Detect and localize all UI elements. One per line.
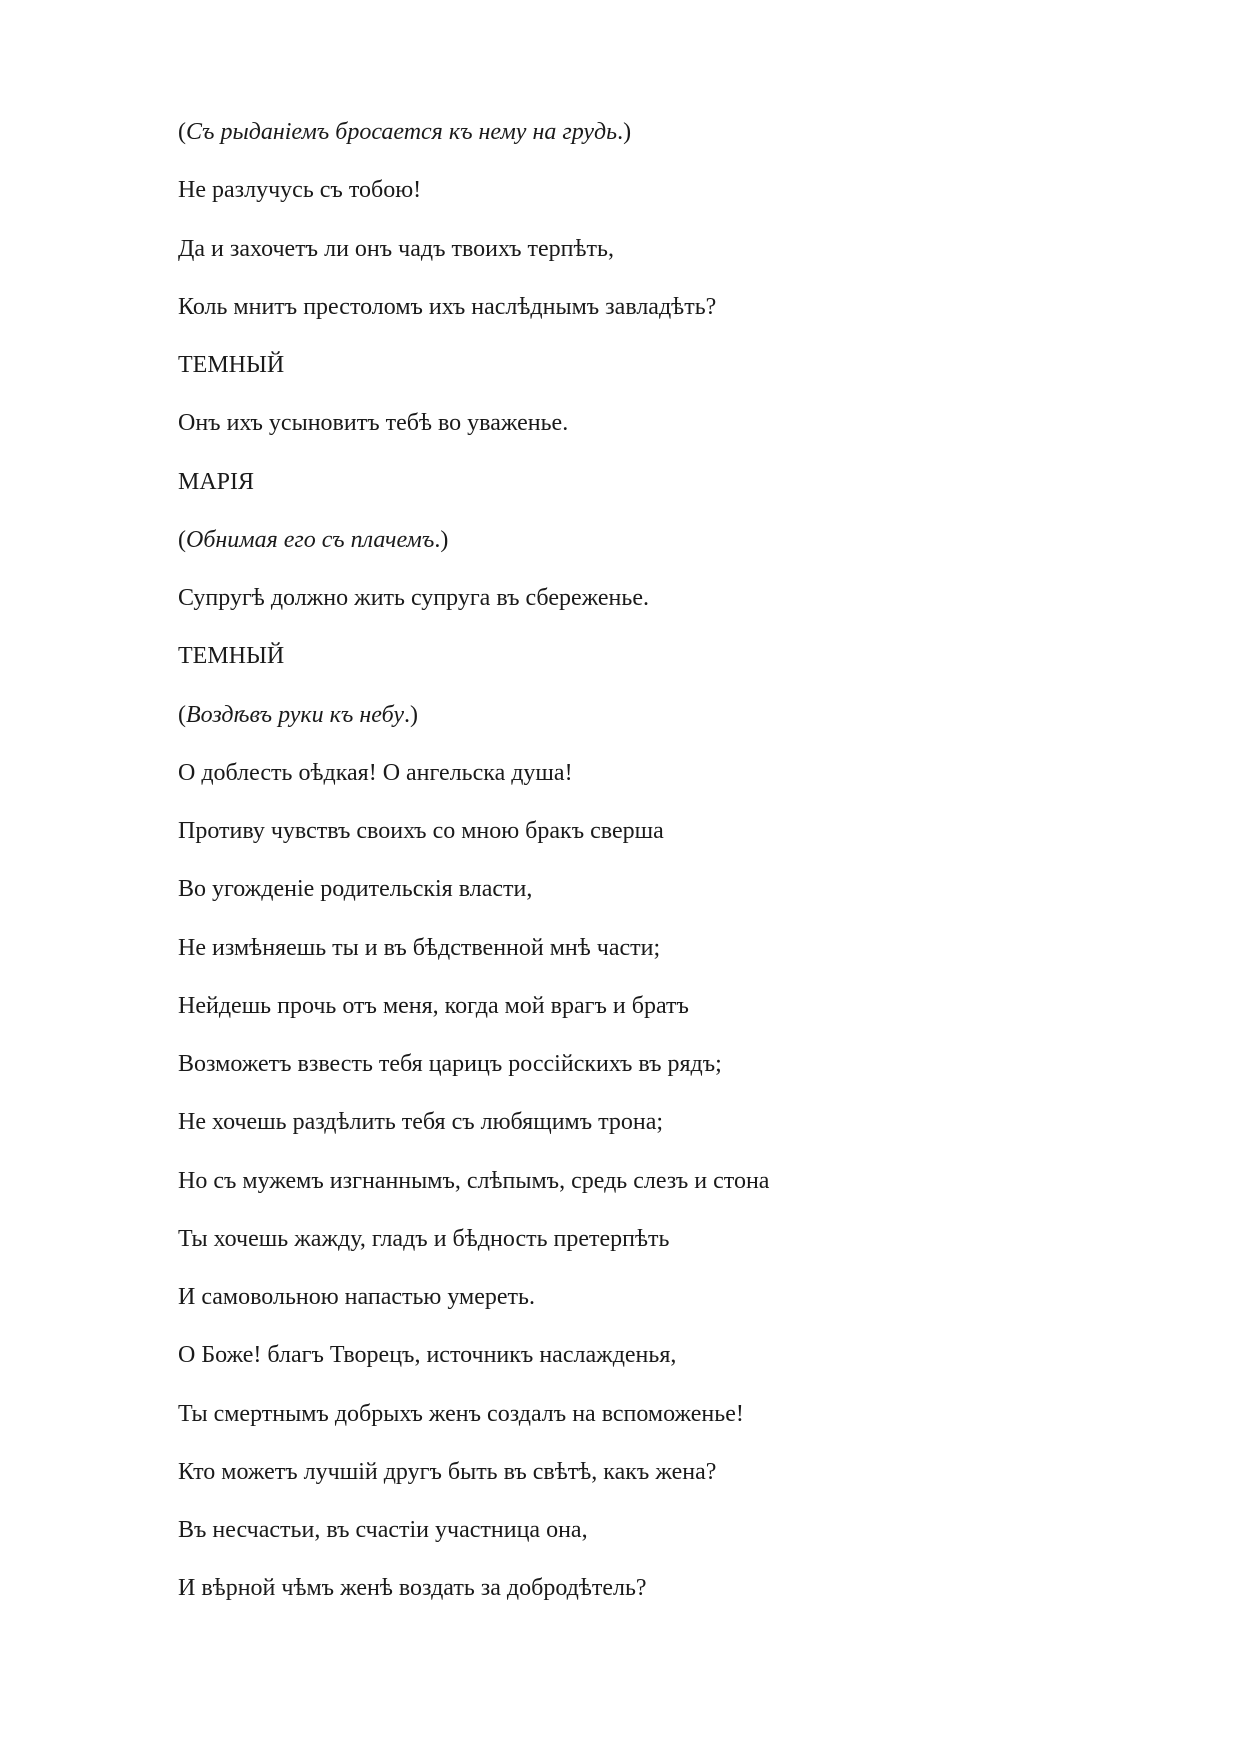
verse-line: Въ несчастьи, въ счастіи участница она, [178,1517,588,1543]
verse-line: Нейдешь прочь отъ меня, когда мой врагъ и братъ [178,992,689,1019]
verse-line: Ты смертнымъ добрыхъ женъ создалъ на вспоможенье! [178,1400,744,1427]
stage-direction-close: .) [434,526,449,553]
stage-direction-open: ( [178,701,186,728]
verse-line: О Боже! благъ Творецъ, источникъ наслажденья, [178,1342,677,1369]
verse-line: Ты хочешь жажду, гладъ и бѣдность претерпѣть [178,1225,670,1252]
verse-line: Противу чувствъ своихъ со мною бракъ сверша [178,818,664,844]
stage-direction-text: Воздѣвъ руки къ небу [186,701,404,728]
speaker-name: МАРІЯ [178,468,255,495]
stage-direction-text: Съ рыданіемъ бросается къ нему на грудь [186,119,618,145]
speaker-name: ТЕМНЫЙ [178,643,285,670]
verse-line: Супругѣ должно жить супруга въ сбереженье. [178,585,649,611]
verse-line: Кто можетъ лучшій другъ быть въ свѣтѣ, какъ жена? [178,1458,717,1485]
verse-line: Онъ ихъ усыновитъ тебѣ во уваженье. [178,410,569,437]
stage-direction-open: ( [178,526,186,553]
verse-line: Коль мнитъ престоломъ ихъ наслѣднымъ завладѣть? [178,293,717,320]
speaker-name: ТЕМНЫЙ [178,352,285,378]
stage-direction-close: .) [617,119,632,145]
verse-line: Но съ мужемъ изгнаннымъ, слѣпымъ, средь слезъ и стона [178,1167,770,1194]
stage-direction-close: .) [404,701,418,728]
verse-line: Да и захочетъ ли онъ чадъ твоихъ терпѣть, [178,235,614,262]
stage-direction-text: Обнимая его съ плачемъ [186,526,435,553]
verse-line: Возможетъ взвесть тебя царицъ россійскихъ въ рядъ; [178,1051,722,1077]
verse-line: Не разлучусь съ тобою! [178,177,422,204]
verse-line: И самовольною напастью умереть. [178,1284,535,1310]
text-body [178,117,769,1632]
verse-line: Во угожденіе родительскія власти, [178,876,533,903]
verse-line: Не измѣняешь ты и въ бѣдственной мнѣ части; [178,934,661,961]
stage-direction [178,117,769,175]
verse-line: О доблесть оѣдкая! О ангельска душа! [178,759,573,786]
verse-line: И вѣрной чѣмъ женѣ воздать за добродѣтель? [178,1575,647,1602]
stage-direction [178,700,769,758]
stage-direction-open: ( [178,119,186,145]
stage-direction [178,525,769,583]
verse-line: Не хочешь раздѣлить тебя съ любящимъ трона; [178,1109,664,1136]
